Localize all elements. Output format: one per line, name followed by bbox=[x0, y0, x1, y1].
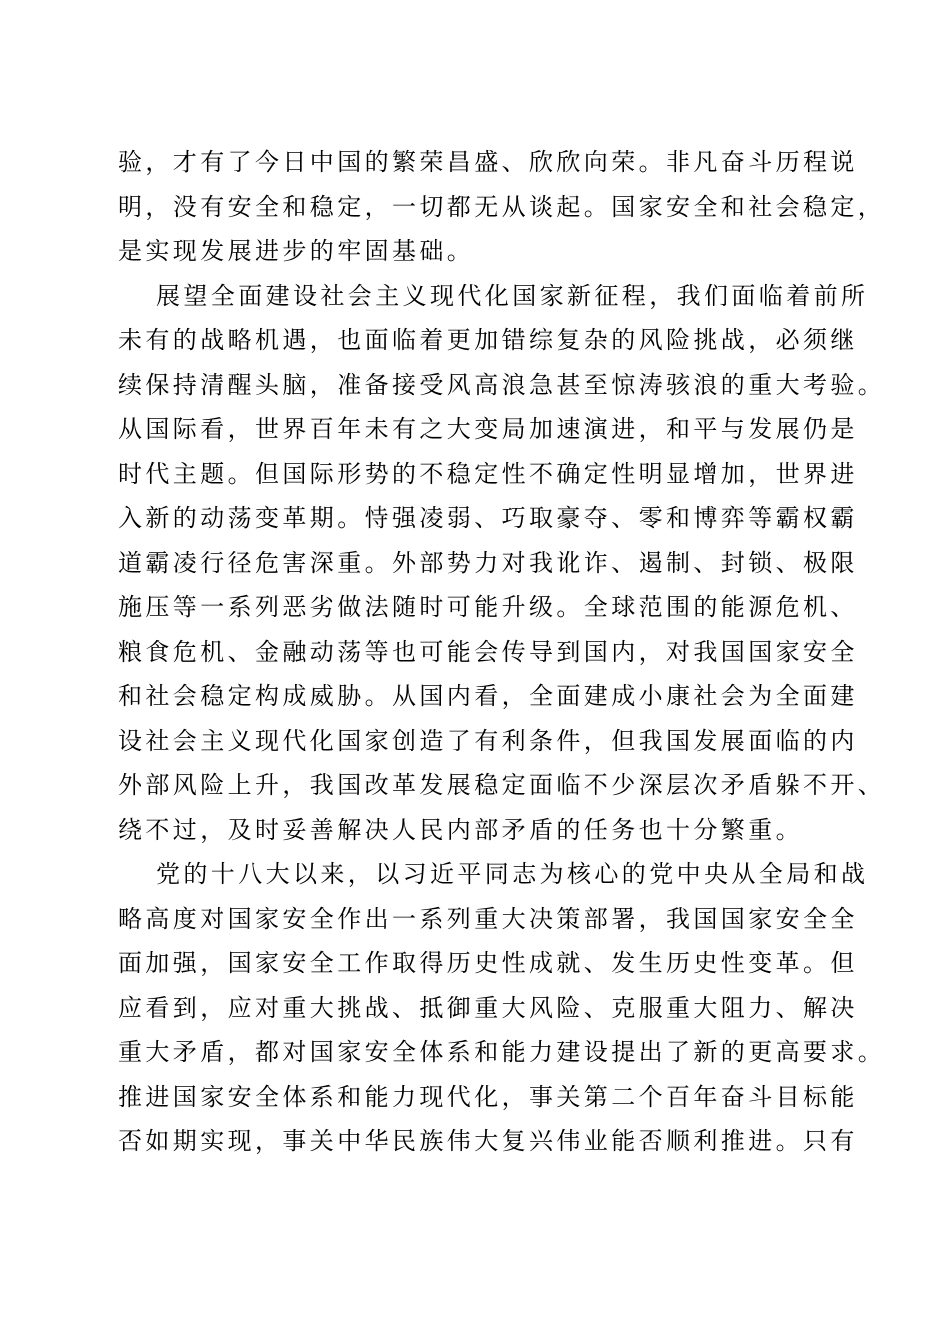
text-line: 略高度对国家安全作出一系列重大决策部署，我国国家安全全 bbox=[118, 904, 858, 933]
text-line: 未有的战略机遇，也面临着更加错综复杂的风险挑战，必须继 bbox=[118, 326, 858, 354]
text-line: 验，才有了今日中国的繁荣昌盛、欣欣向荣。非凡奋斗历程说 bbox=[118, 148, 858, 176]
paragraph-first-line: 展望全面建设社会主义现代化国家新征程，我们面临着前所 bbox=[156, 281, 869, 310]
text-line: 面加强，国家安全工作取得历史性成就、发生历史性变革。但 bbox=[118, 949, 858, 977]
document-body bbox=[118, 140, 886, 1164]
text-line: 和社会稳定构成威胁。从国内看，全面建成小康社会为全面建 bbox=[118, 682, 858, 710]
text-line: 否如期实现，事关中华民族伟大复兴伟业能否顺利推进。只有 bbox=[118, 1127, 858, 1155]
text-line: 外部风险上升，我国改革发展稳定面临不少深层次矛盾躲不开、 bbox=[118, 771, 886, 799]
text-line: 推进国家安全体系和能力现代化，事关第二个百年奋斗目标能 bbox=[118, 1082, 858, 1111]
text-line: 应看到，应对重大挑战、抵御重大风险、克服重大阻力、解决 bbox=[118, 993, 858, 1022]
text-line: 设社会主义现代化国家创造了有利条件，但我国发展面临的内 bbox=[118, 726, 858, 755]
paragraph-first-line: 党的十八大以来，以习近平同志为核心的党中央从全局和战 bbox=[156, 860, 869, 888]
text-line: 道霸凌行径危害深重。外部势力对我讹诈、遏制、封锁、极限 bbox=[118, 548, 858, 577]
text-line: 入新的动荡变革期。恃强凌弱、巧取豪夺、零和博弈等霸权霸 bbox=[118, 504, 858, 532]
text-line: 施压等一系列恶劣做法随时可能升级。全球范围的能源危机、 bbox=[118, 593, 858, 621]
text-line: 明，没有安全和稳定，一切都无从谈起。国家安全和社会稳定， bbox=[118, 192, 886, 221]
text-line: 是实现发展进步的牢固基础。 bbox=[118, 237, 475, 265]
text-line: 续保持清醒头脑，准备接受风高浪急甚至惊涛骇浪的重大考验。 bbox=[118, 370, 886, 399]
text-line: 绕不过，及时妥善解决人民内部矛盾的任务也十分繁重。 bbox=[118, 815, 803, 844]
text-line: 时代主题。但国际形势的不稳定性不确定性明显增加，世界进 bbox=[118, 459, 858, 488]
text-line: 粮食危机、金融动荡等也可能会传导到国内，对我国国家安全 bbox=[118, 637, 858, 666]
text-line: 从国际看，世界百年未有之大变局加速演进，和平与发展仍是 bbox=[118, 415, 858, 443]
text-line: 重大矛盾，都对国家安全体系和能力建设提出了新的更高要求。 bbox=[118, 1038, 886, 1066]
